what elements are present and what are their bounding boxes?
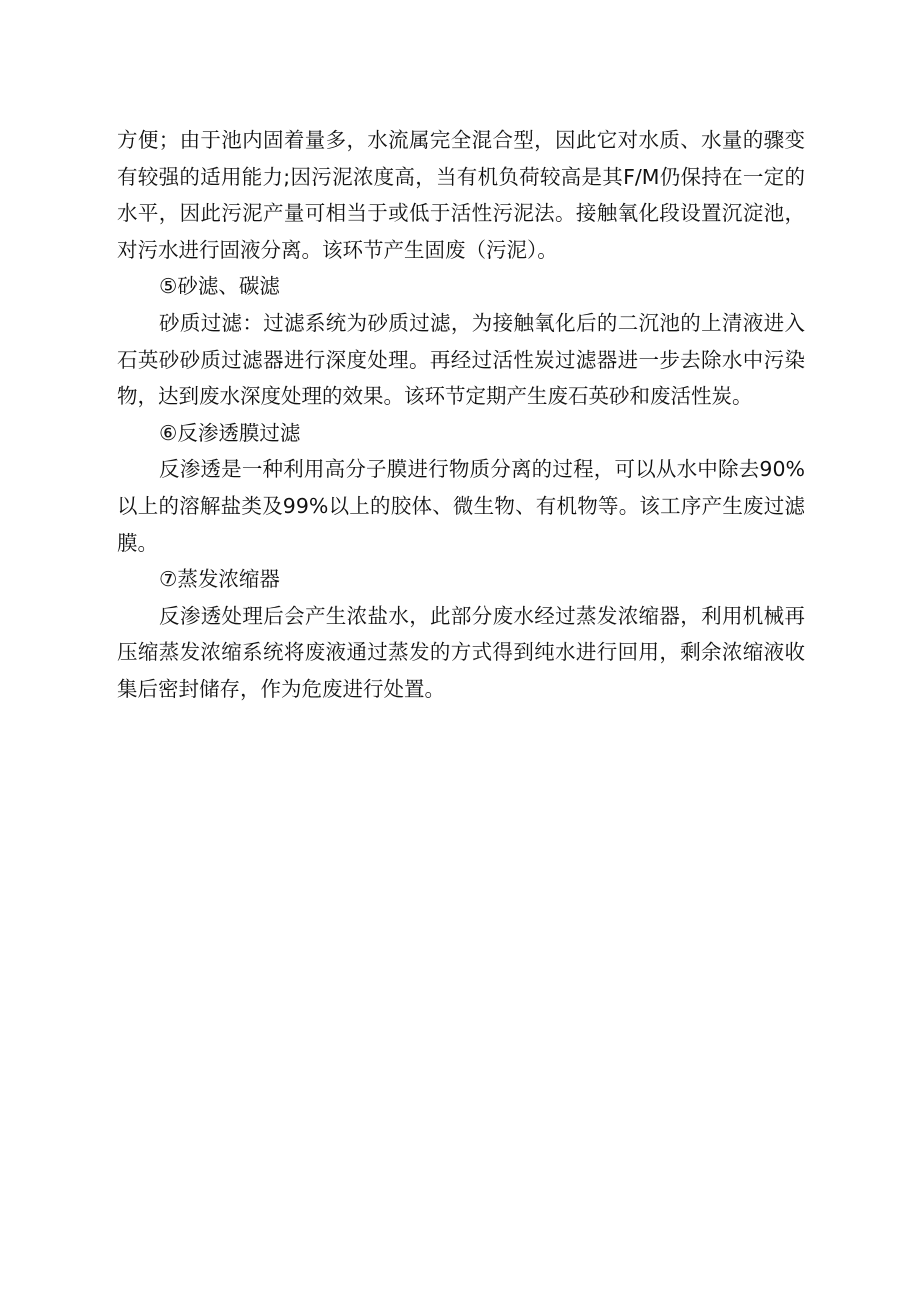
paragraph-reverse-osmosis: 反渗透是一种利用高分子膜进行物质分离的过程，可以从水中除去90%以上的溶解盐类及99%以上的胶体、微生物、有机物等。该工序产生废过滤膜。 [117,457,805,555]
paragraph-evaporator: 反渗透处理后会产生浓盐水，此部分废水经过蒸发浓缩器，利用机械再压缩蒸发浓缩系统将废液通过蒸发的方式得到纯水进行回用，剩余浓缩液收集后密封储存，作为危废进行处置。 [117,603,805,701]
paragraph-contact-oxidation: 方便；由于池内固着量多，水流属完全混合型，因此它对水质、水量的骤变有较强的适用能力;因污泥浓度高，当有机负荷较高是其F/M仍保持在一定的水平，因此污泥产量可相当于或低于活性污泥法。接触氧化段设置沉淀池，对污水进行固液分离。该环节产生固废（污泥）。 [117,128,805,262]
section-heading-sand-carbon-filter: ⑤砂滤、碳滤 [159,274,280,299]
paragraph-sand-filter: 砂质过滤：过滤系统为砂质过滤，为接触氧化后的二沉池的上清液进入石英砂砂质过滤器进行深度处理。再经过活性炭过滤器进一步去除水中污染物，达到废水深度处理的效果。该环节定期产生废石英砂和废活性炭。 [117,310,805,409]
section-heading-evaporator: ⑦蒸发浓缩器 [159,567,280,592]
section-heading-reverse-osmosis: ⑥反渗透膜过滤 [159,420,301,445]
document-page [117,122,805,708]
